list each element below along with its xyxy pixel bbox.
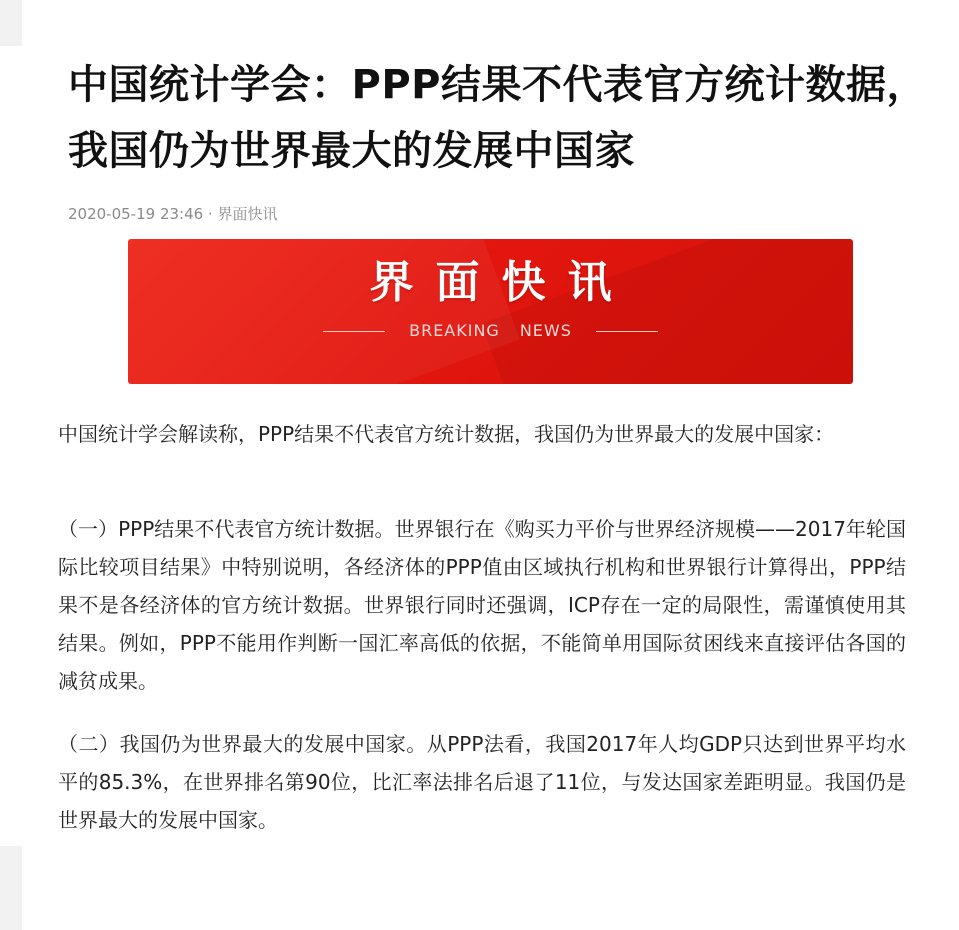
banner-sub-breaking: BREAKING xyxy=(409,321,500,340)
breaking-news-banner xyxy=(128,239,853,384)
article-meta: 2020-05-19 23:46 · 界面快讯 xyxy=(68,205,278,223)
banner-divider-right xyxy=(596,331,658,332)
article-title: 中国统计学会：PPP结果不代表官方统计数据，我国仍为世界最大的发展中国家 xyxy=(68,62,927,174)
banner-divider-left xyxy=(323,331,385,332)
banner-subtitle xyxy=(128,319,853,343)
banner-title: 界面快讯 xyxy=(369,257,634,308)
edge-shade xyxy=(0,846,22,930)
intro-paragraph: 中国统计学会解读称，PPP结果不代表官方统计数据，我国仍为世界最大的发展中国家： xyxy=(58,422,835,446)
edge-shade xyxy=(0,0,22,46)
banner-sub-news: NEWS xyxy=(519,321,572,340)
left-edge-strip xyxy=(0,0,22,930)
section-one-paragraph: （一）PPP结果不代表官方统计数据。世界银行在《购买力平价与世界经济规模——2017年轮国际比较项目结果》中特别说明，各经济体的PPP值由区域执行机构和世界银行计算得出，PPP结果不是各经济体的官方统计数据。世界银行同时还强调，ICP存在一定的局限性，需谨慎使用其结果。例如，PPP不能用作判断一国汇率高低的依据，不能简单用国际贫困线来直接评估各国的减贫成果。 xyxy=(58,517,906,693)
section-two-paragraph: （二）我国仍为世界最大的发展中国家。从PPP法看，我国2017年人均GDP只达到世界平均水平的85.3%，在世界排名第90位，比汇率法排名后退了11位，与发达国家差距明显。我国仍是世界最大的发展中国家。 xyxy=(58,732,906,832)
